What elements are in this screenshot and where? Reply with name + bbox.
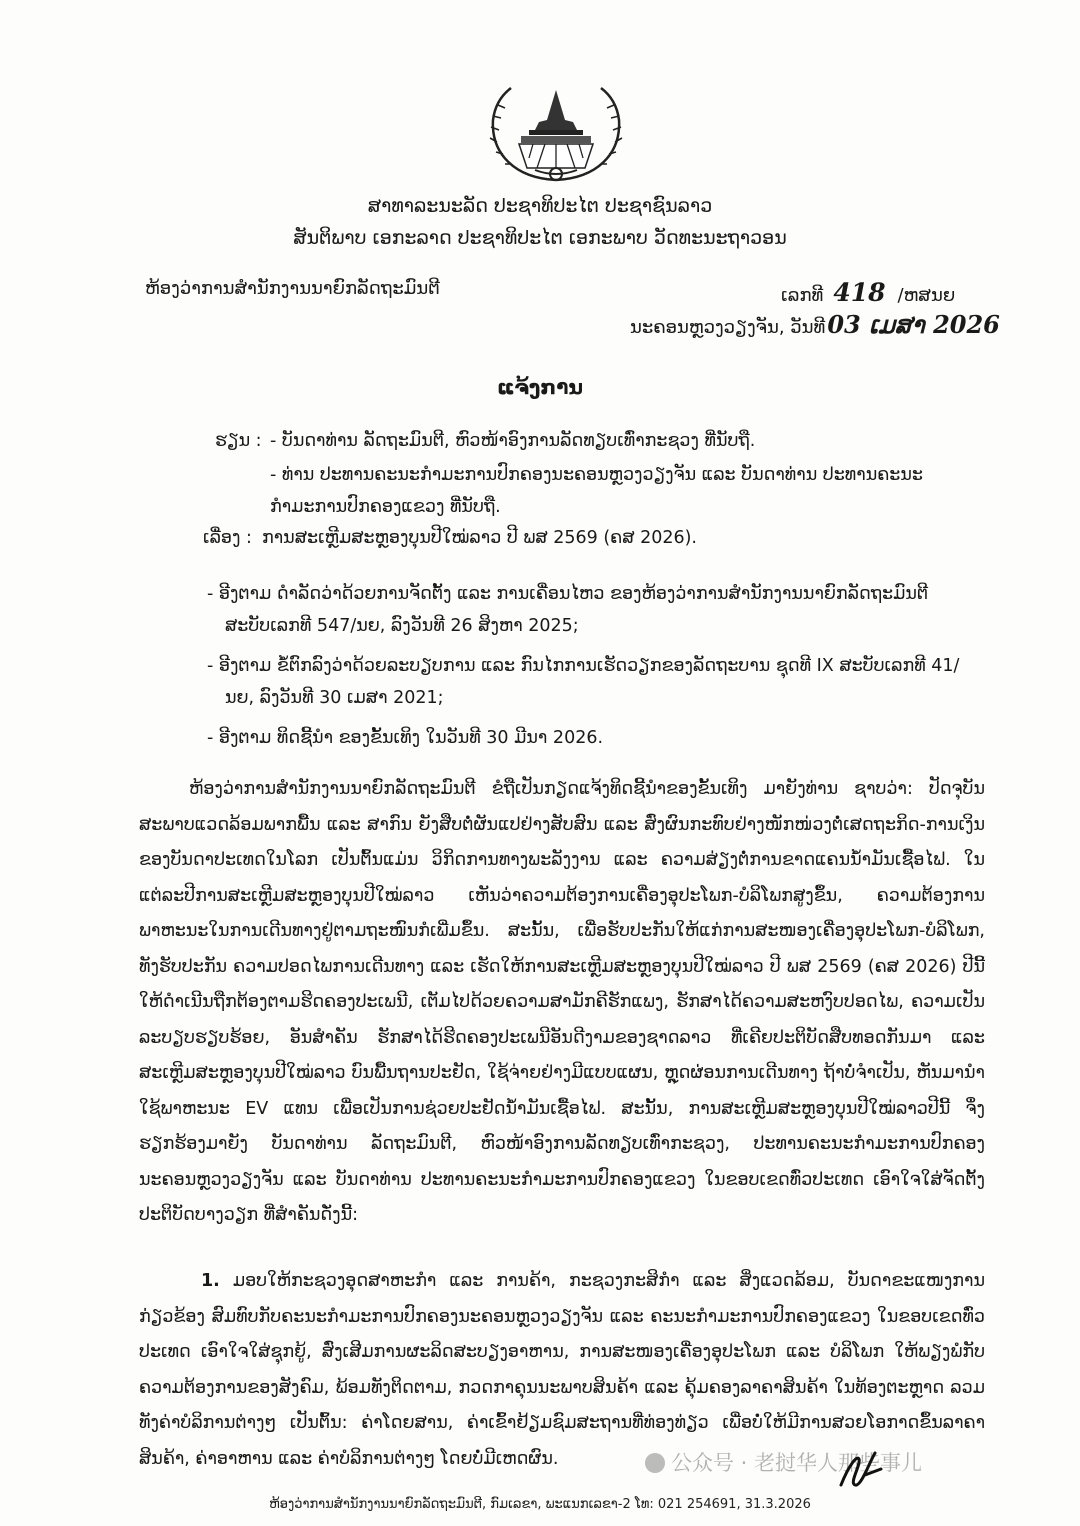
issuing-office: ຫ້ອງວ່າການສຳນັກງານນາຍົກລັດຖະມົນຕີ xyxy=(145,278,440,299)
national-emblem-icon xyxy=(485,82,627,184)
watermark-text: 公众号 · 老挝华人那些事儿 xyxy=(671,1451,923,1475)
subject-label: ເລື່ອງ : xyxy=(203,528,252,548)
recipient-line-2: - ທ່ານ ປະທານຄະນະກຳມະການປົກຄອງນະຄອນຫຼວງວຽງຈັນ ແລະ ບັນດາທ່ານ ປະທານຄະນະກຳມະການປົກຄອງແຂວງ ທີ່ນັບຖື. xyxy=(270,465,923,517)
initials-signature-icon xyxy=(835,1445,885,1495)
point-number: 1. xyxy=(201,1271,220,1291)
national-motto: ສັນຕິພາບ ເອກະລາດ ປະຊາທິປະໄຕ ເອກະພາບ ວັດທະນະຖາວອນ xyxy=(293,227,787,249)
reference-item: - ອີງຕາມ ດຳລັດວ່າດ້ວຍການຈັດຕັ້ງ ແລະ ການເຄື່ອນໄຫວ ຂອງຫ້ອງວ່າການສຳນັກງານນາຍົກລັດຖະມົນຕີ ສະບັບເລກທີ 547/ນຍ, ລົງວັນທີ 26 ສິງຫາ 2025; xyxy=(207,584,929,636)
number-value: 418 xyxy=(833,278,886,307)
reference-item: - ອີງຕາມ ທິດຊີ້ນຳ ຂອງຂັ້ນເທິງ ໃນວັນທີ 30 ມີນາ 2026. xyxy=(207,728,604,748)
document-number xyxy=(781,278,955,307)
recipient-line-1: - ບັນດາທ່ານ ລັດຖະມົນຕີ, ຫົວໜ້າອົງການລັດທຽບເທົ່າກະຊວງ ທີ່ນັບຖື. xyxy=(270,431,756,451)
number-suffix: /ຫສນຍ xyxy=(897,285,956,306)
date-value: 03 ເມສາ 2026 xyxy=(827,310,1000,339)
number-label: ເລກທີ xyxy=(781,285,824,306)
document-title: ແຈ້ງການ xyxy=(496,375,584,399)
footer-contact: ຫ້ອງວ່າການສຳນັກງານນາຍົກລັດຖະມົນຕີ, ກົມເລຂາ, ພະແນກເລຂາ-2 ໂທ: 021 254691, 31.3.2026 xyxy=(269,1497,811,1512)
subject-text: ການສະເຫຼີມສະຫຼອງບຸນປີໃໝ່ລາວ ປີ ພສ 2569 (ຄສ 2026). xyxy=(262,528,697,548)
date-label: ນະຄອນຫຼວງວຽງຈັນ, ວັນທີ xyxy=(630,317,826,338)
country-name: ສາທາລະນະລັດ ປະຊາທິປະໄຕ ປະຊາຊົນລາວ xyxy=(367,195,713,217)
document-date xyxy=(630,310,1000,339)
wechat-icon xyxy=(645,1453,665,1473)
recipient-label: ຮຽນ : xyxy=(215,431,262,451)
reference-item: - ອີງຕາມ ຂໍ້ຕົກລົງວ່າດ້ວຍລະບຽບການ ແລະ ກົນໄກການເຮັດວຽກຂອງລັດຖະບານ ຊຸດທີ IX ສະບັບເລກທີ 41/ນຍ, ລົງວັນທີ 30 ເມສາ 2021; xyxy=(207,656,960,708)
point-text: ມອບໃຫ້ກະຊວງອຸດສາຫະກຳ ແລະ ການຄ້າ, ກະຊວງກະສິກຳ ແລະ ສິ່ງແວດລ້ອມ, ບັນດາຂະແໜງການກ່ຽວຂ້ອງ ສົມທົບກັບຄະນະກຳມະການປົກຄອງນະຄອນຫຼວງວຽງຈັນ ແລະ ຄະນະກຳມະການປົກຄອງແຂວງ ໃນຂອບເຂດທົ່ວປະເທດ ເອົາໃຈໃສ່ຊຸກຍູ້, ສົ່ງເສີມການຜະລິດສະບຽງອາຫານ, ການສະໜອງເຄື່ອງອຸປະໂພກ ແລະ ບໍລິໂພກ ໃຫ້ພຽງພໍກັບຄວາມຕ້ອງການຂອງສັງຄົມ, ພ້ອມທັງຕິດຕາມ, ກວດກາຄຸນນະພາບສິນຄ້າ ແລະ ຄຸ້ມຄອງລາຄາສິນຄ້າ ໃນທ້ອງຕະຫຼາດ ລວມທັງຄ່າບໍລິການຕ່າງໆ ເປັນຕົ້ນ: ຄ່າໂດຍສານ, ຄ່າເຂົ້າຢ້ຽມຊົມສະຖານທີ່ທ່ອງທ່ຽວ ເພື່ອບໍ່ໃຫ້ມີການສວຍໂອກາດຂຶ້ນລາຄາສິນຄ້າ, ຄ່າອາຫານ ແລະ ຄ່າບໍລິການຕ່າງໆ ໂດຍບໍ່ມີເຫດຜົນ. xyxy=(139,1271,985,1469)
references-list xyxy=(207,578,977,762)
body-paragraph: ຫ້ອງວ່າການສຳນັກງານນາຍົກລັດຖະມົນຕີ ຂໍຖືເປັນກຽດແຈ້ງທິດຊີ້ນຳຂອງຂັ້ນເທິງ ມາຍັງທ່ານ ຊາບວ່າ: ປັດຈຸບັນ ສະພາບແວດລ້ອມພາກພື້ນ ແລະ ສາກົນ ຍັງສືບຕໍ່ຜັນແປຢ່າງສັບສົນ ແລະ ສົ່ງຜົນກະທົບຢ່າງໜັກໜ່ວງຕໍ່ເສດຖະກິດ-ການເງິນ ຂອງບັນດາປະເທດໃນໂລກ ເປັນຕົ້ນແມ່ນ ວິກິດການທາງພະລັງງານ ແລະ ຄວາມສ່ຽງຕໍ່ການຂາດແຄນນ້ຳມັນເຊື້ອໄຟ. ໃນແຕ່ລະປີການສະເຫຼີມສະຫຼອງບຸນປີໃໝ່ລາວ ເຫັນວ່າຄວາມຕ້ອງການເຄື່ອງອຸປະໂພກ-ບໍລິໂພກສູງຂຶ້ນ, ຄວາມຕ້ອງການພາຫະນະໃນການເດີນທາງຢູ່ຕາມຖະໜົນກໍເພີ່ມຂຶ້ນ. ສະນັ້ນ, ເພື່ອຮັບປະກັນໃຫ້ແກ່ການສະໜອງເຄື່ອງອຸປະໂພກ-ບໍລິໂພກ, ທັງຮັບປະກັນ ຄວາມປອດໄພການເດີນທາງ ແລະ ເຮັດໃຫ້ການສະເຫຼີມສະຫຼອງບຸນປີໃໝ່ລາວ ປີ ພສ 2569 (ຄສ 2026) ປີນີ້ ໃຫ້ດຳເນີນຖືກຕ້ອງຕາມຮີດຄອງປະເພນີ, ເຕັມໄປດ້ວຍຄວາມສາມັກຄີຮັກແພງ, ຮັກສາໄດ້ຄວາມສະຫງົບປອດໄພ, ຄວາມເປັນລະບຽບຮຽບຮ້ອຍ, ອັນສຳຄັນ ຮັກສາໄດ້ຮີດຄອງປະເພນີອັນດີງາມຂອງຊາດລາວ ທີ່ເຄີຍປະຕິບັດສືບທອດກັນມາ ແລະ ສະເຫຼີມສະຫຼອງບຸນປີໃໝ່ລາວ ບົນພື້ນຖານປະຢັດ, ໃຊ້ຈ່າຍຢ່າງມີແບບແຜນ, ຫຼຸດຜ່ອນການເດີນທາງ ຖ້າບໍ່ຈຳເປັນ, ຫັນມານຳໃຊ້ພາຫະນະ EV ແທນ ເພື່ອເປັນການຊ່ວຍປະຢັດນ້ຳມັນເຊື້ອໄຟ. ສະນັ້ນ, ການສະເຫຼີມສະຫຼອງບຸນປີໃໝ່ລາວປີນີ້ ຈຶ່ງຮຽກຮ້ອງມາຍັງ ບັນດາທ່ານ ລັດຖະມົນຕີ, ຫົວໜ້າອົງການລັດທຽບເທົ່າກະຊວງ, ປະທານຄະນະກຳມະການປົກຄອງນະຄອນຫຼວງວຽງຈັນ ແລະ ບັນດາທ່ານ ປະທານຄະນະກຳມະການປົກຄອງແຂວງ ໃນຂອບເຂດທົ່ວປະເທດ ເອົາໃຈໃສ່ຈັດຕັ້ງປະຕິບັດບາງວຽກ ທີ່ສຳຄັນດັ່ງນີ້: xyxy=(139,779,985,1225)
